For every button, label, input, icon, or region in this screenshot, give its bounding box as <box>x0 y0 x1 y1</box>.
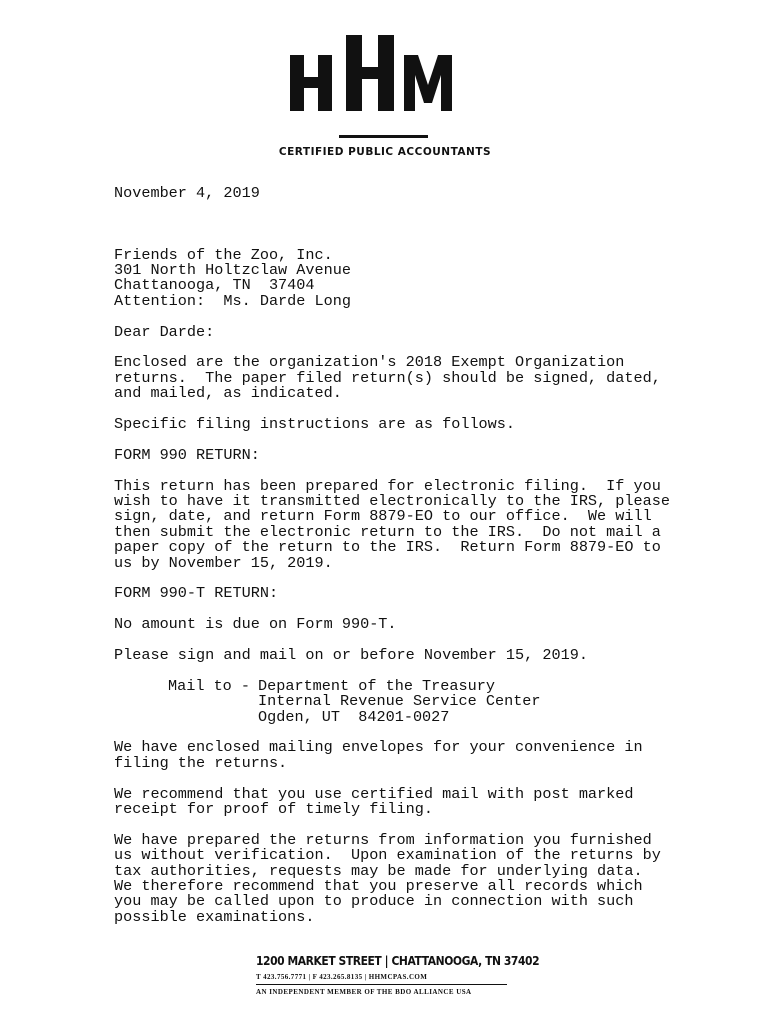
text-line: sign, date, and return Form 8879-EO to our office. We will <box>114 507 652 526</box>
text-line: We have prepared the returns from information you furnished <box>114 830 652 849</box>
form990-heading: FORM 990 RETURN: <box>114 445 260 464</box>
text-line: tax authorities, requests may be made for underlying data. <box>114 861 643 880</box>
text-line: wish to have it transmitted electronically to the IRS, please <box>114 492 670 511</box>
tagline: CERTIFIED PUBLIC ACCOUNTANTS <box>278 146 492 158</box>
verification-paragraph <box>114 830 714 926</box>
instructions-intro: Specific filing instructions are as follows. <box>114 415 516 434</box>
text-line: and mailed, as indicated. <box>114 384 342 403</box>
letter-body <box>114 186 714 941</box>
footer-contact: T 423.756.7771 | F 423.265.8135 | HHMCPAS.COM <box>256 973 428 981</box>
hhm-logo <box>286 33 486 113</box>
text-line: We recommend that you use certified mail with post marked <box>114 784 634 803</box>
text-line: possible examinations. <box>114 907 315 926</box>
text-line: then submit the electronic return to the IRS. Do not mail a <box>114 522 661 541</box>
text-line: paper copy of the return to the IRS. Return Form 8879-EO to <box>114 538 661 557</box>
letter-footer <box>256 953 540 996</box>
text-line: returns. The paper filed return(s) should be signed, dated, <box>114 368 661 387</box>
text-line: us by November 15, 2019. <box>114 553 333 572</box>
recipient-line: Friends of the Zoo, Inc. <box>114 245 333 264</box>
mail-address-line: Department of the Treasury <box>258 676 495 695</box>
mail-address-line: Ogden, UT 84201-0027 <box>258 707 450 726</box>
certified-mail-paragraph <box>114 784 714 819</box>
letter-date: November 4, 2019 <box>114 184 260 202</box>
mailing-address <box>114 676 714 726</box>
form990-paragraph <box>114 476 714 572</box>
sign-instruction: Please sign and mail on or before November 15, 2019. <box>114 646 588 665</box>
recipient-line: Chattanooga, TN 37404 <box>114 276 315 295</box>
form990t-heading: FORM 990-T RETURN: <box>114 584 279 603</box>
text-line: receipt for proof of timely filing. <box>114 800 433 819</box>
text-line: filing the returns. <box>114 753 288 772</box>
footer-address: 1200 MARKET STREET | CHATTANOOGA, TN 37402 <box>256 953 540 968</box>
footer-member-note: AN INDEPENDENT MEMBER OF THE BDO ALLIANCE USA <box>256 988 472 996</box>
mail-address-line: Internal Revenue Service Center <box>258 692 541 711</box>
text-line: Enclosed are the organization's 2018 Exempt Organization <box>114 353 625 372</box>
intro-paragraph <box>114 355 714 401</box>
text-line: This return has been prepared for electronic filing. If you <box>114 476 661 495</box>
recipient-address <box>114 245 714 310</box>
text-line: you may be called upon to produce in connection with such <box>114 892 634 911</box>
recipient-line: 301 North Holtzclaw Avenue <box>114 261 351 279</box>
salutation: Dear Darde: <box>114 322 215 341</box>
logo-underline <box>339 135 428 138</box>
text-line: We therefore recommend that you preserve all records which <box>114 877 643 896</box>
recipient-line: Attention: Ms. Darde Long <box>114 291 351 310</box>
text-line: We have enclosed mailing envelopes for your convenience in <box>114 738 643 757</box>
mail-to-label: Mail to - <box>168 676 260 695</box>
form990t-paragraph: No amount is due on Form 990-T. <box>114 615 397 634</box>
footer-divider <box>256 984 507 985</box>
envelopes-paragraph <box>114 740 714 771</box>
text-line: us without verification. Upon examination of the returns by <box>114 846 661 865</box>
